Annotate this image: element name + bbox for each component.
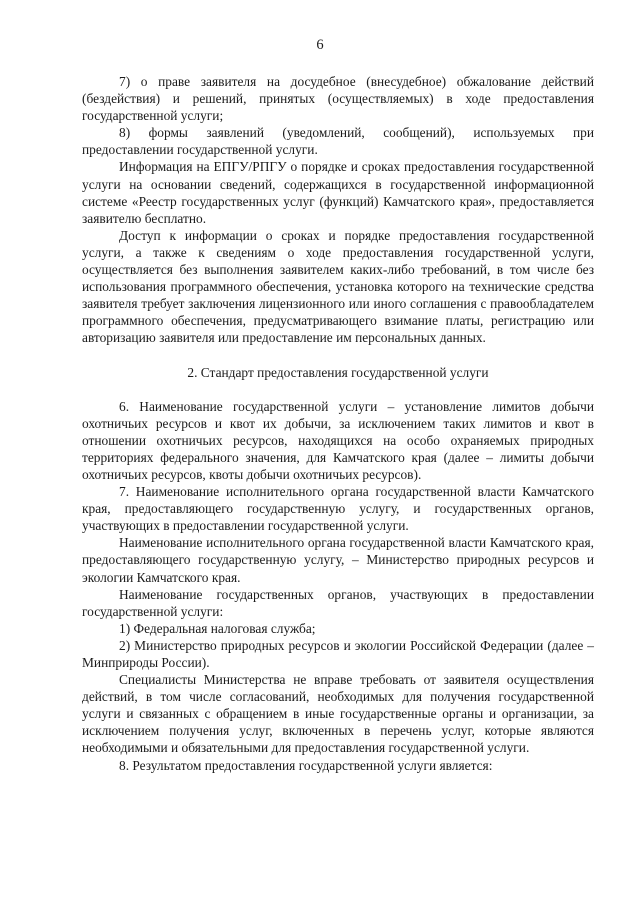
paragraph: Информация на ЕПГУ/РПГУ о порядке и сроках предоставления государственной услуги на основании сведений, содержащихся в государственной информационной системе «Реестр государственных услуг (функций) Камчатского края», предоставляется заявителю бесплатно.	[82, 159, 594, 226]
paragraph: 6. Наименование государственной услуги – установление лимитов добычи охотничьих ресурсов и квот их добычи, за исключением таких лимитов и квот в отношении охотничьих ресурсов, находящихся на особо охраняемых природных территориях федерального значения, для Камчатского края (далее – лимиты добычи охотничьих ресурсов, квоты добычи охотничьих ресурсов).	[82, 398, 594, 482]
paragraph: 8. Результатом предоставления государственной услуги является:	[119, 757, 493, 773]
paragraph: Специалисты Министерства не вправе требовать от заявителя осуществления действий, в том числе согласований, необходимых для получения государственной услуги и связанных с обращением в иные государственные органы и организации, за исключением получения услуг, включенных в перечень услуг, которые являются необходимыми и обязательными для предоставления государственной услуги.	[82, 672, 594, 756]
page-number: 6	[316, 37, 324, 53]
section-heading: 2. Стандарт предоставления государственной услуги	[187, 364, 489, 380]
paragraph: 7) о праве заявителя на досудебное (внесудебное) обжалование действий (бездействия) и решений, принятых (осуществляемых) в ходе предоставления государственной услуги;	[82, 74, 594, 124]
paragraph: Наименование государственных органов, участвующих в предоставлении государственной услуги:	[82, 586, 594, 619]
document-body	[82, 73, 594, 774]
paragraph: 7. Наименование исполнительного органа государственной власти Камчатского края, предоставляющего государственную услугу, и государственных органов, участвующих в предоставлении государственной услуги.	[82, 484, 594, 534]
list-item: 2) Министерство природных ресурсов и экологии Российской Федерации (далее – Минприроды России).	[82, 637, 594, 670]
paragraph: 8) формы заявлений (уведомлений, сообщений), используемых при предоставлении государственной услуги.	[82, 125, 594, 158]
paragraph: Наименование исполнительного органа государственной власти Камчатского края, предоставляющего государственную услугу, – Министерство природных ресурсов и экологии Камчатского края.	[82, 535, 594, 585]
paragraph: Доступ к информации о сроках и порядке предоставления государственной услуги, а также к сведениям о ходе предоставления государственной услуги, осуществляется без выполнения заявителем каких-либо требований, в том числе без использования программного обеспечения, установка которого на технические средства заявителя требует заключения лицензионного или иного соглашения с правообладателем программного обеспечения, предусматривающего взимание платы, регистрацию или авторизацию заявителя или предоставление им персональных данных.	[82, 227, 594, 346]
list-item: 1) Федеральная налоговая служба;	[119, 620, 316, 636]
